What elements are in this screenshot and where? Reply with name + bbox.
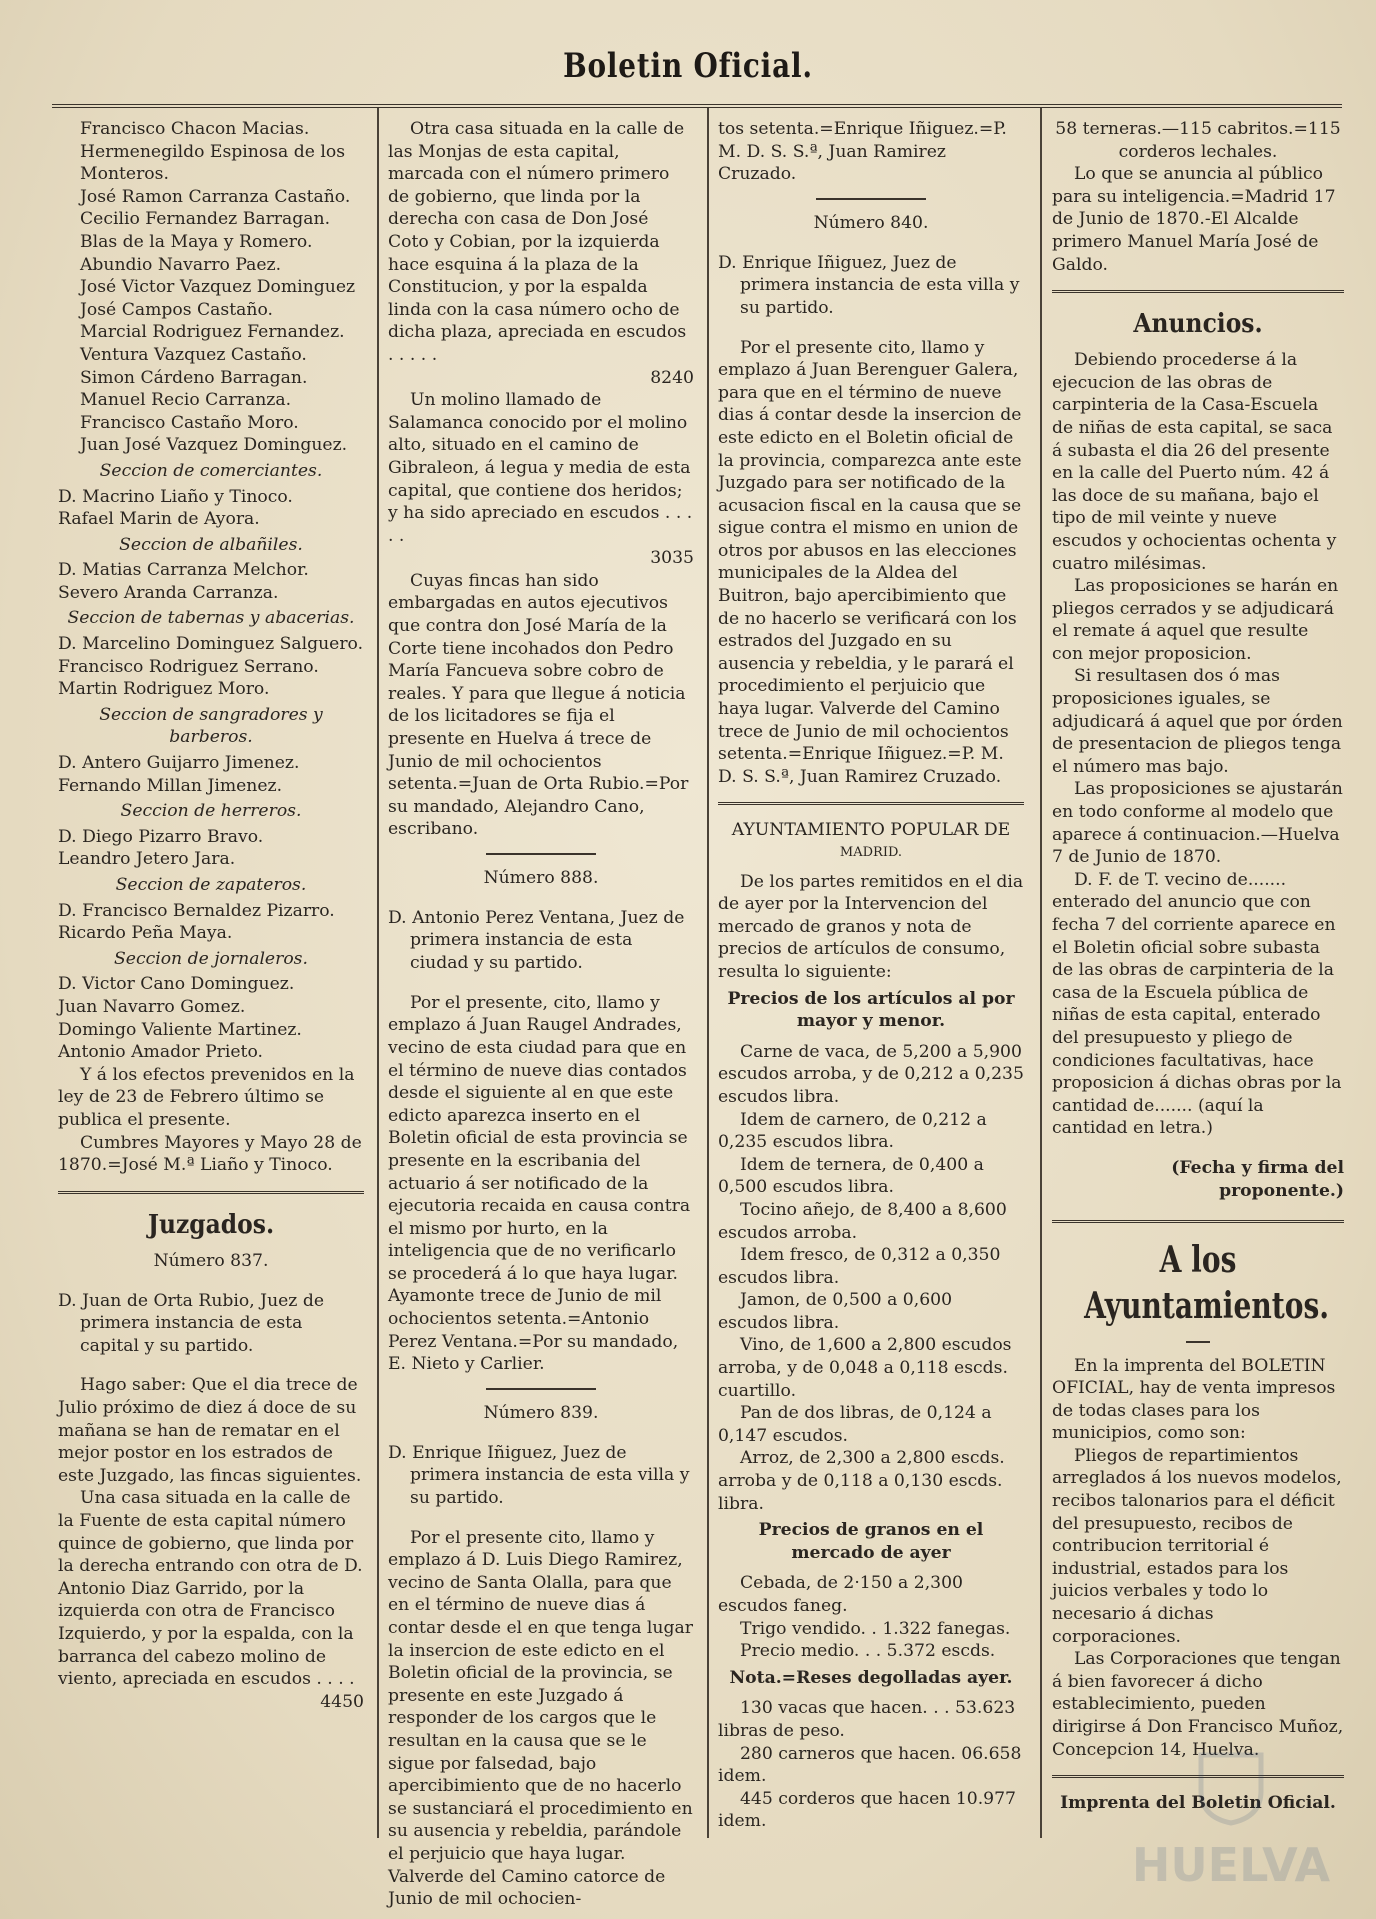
notice-number: Número 839. bbox=[483, 1402, 599, 1423]
list-item: Trigo vendido. . 1.322 fanegas. bbox=[740, 1618, 1011, 1639]
shield-icon bbox=[1191, 1747, 1271, 1827]
section-heading: Seccion de jornaleros. bbox=[114, 948, 308, 969]
column-2 bbox=[388, 118, 694, 1911]
list-item: Monteros. bbox=[80, 164, 169, 185]
note-heading: Nota.=Reses degolladas ayer. bbox=[729, 1667, 1013, 1688]
paragraph: tos setenta.=Enrique Iñiguez.=P. M. D. S. S.ª, Juan Ramirez Cruzado. bbox=[718, 119, 1007, 185]
section-rule bbox=[58, 1191, 364, 1194]
list-item: Rafael Marin de Ayora. bbox=[58, 509, 260, 530]
divider bbox=[486, 853, 596, 855]
list-item: D. Matias Carranza Melchor. bbox=[58, 560, 309, 581]
notice-number: Número 837. bbox=[153, 1250, 269, 1271]
list-item: Leandro Jetero Jara. bbox=[58, 849, 236, 870]
paragraph: Lo que se anuncia al público para su inteligencia.=Madrid 17 de Junio de 1870.-El Alcalde primero Manuel María José de Galdo. bbox=[1052, 164, 1336, 275]
list-item: D. Diego Pizarro Bravo. bbox=[58, 826, 264, 847]
list-item: Manuel Recio Carranza. bbox=[80, 390, 292, 411]
list-item: Carne de vaca, de 5,200 a 5,900 escudos arroba, y de 0,212 a 0,235 escudos libra. bbox=[718, 1041, 1024, 1107]
list-item: Abundio Navarro Paez. bbox=[80, 254, 282, 275]
name-list bbox=[58, 900, 364, 945]
seal-text: HUELVA bbox=[1131, 1838, 1331, 1892]
column-3 bbox=[718, 118, 1024, 1833]
list-item: Severo Aranda Carranza. bbox=[58, 582, 279, 603]
divider bbox=[486, 1388, 596, 1390]
list-item: Francisco Rodriguez Serrano. bbox=[58, 656, 319, 677]
divider bbox=[816, 198, 926, 200]
list-item: 445 corderos que hacen 10.977 idem. bbox=[718, 1788, 1016, 1832]
paragraph: Un molino llamado de Salamanca conocido por el molino alto, situado en el camino de Gibraleon, á legua y media de esta capital, que contiene dos heridos; y ha sido apreciado en escudos . . . . . bbox=[388, 390, 693, 546]
name-list bbox=[58, 486, 364, 531]
signature-line: (Fecha y firma del proponente.) bbox=[1171, 1158, 1344, 1201]
paragraph: Una casa situada en la calle de la Fuente de esta capital número quince de gobierno, que linda por la derecha entrando con otra de D. Antonio Diaz Garrido, por la izquierda con otra de Francisco Izquierdo, y por la espalda, con la barranca del cabezo molino de viento, apreciada en escudos . . . . bbox=[58, 1488, 363, 1690]
section-heading: Seccion de zapateros. bbox=[115, 875, 307, 895]
notice-number: Número 840. bbox=[813, 212, 929, 233]
list-item: Jamon, de 0,500 a 0,600 escudos libra. bbox=[718, 1290, 952, 1333]
column-rule bbox=[377, 108, 379, 1838]
section-title-juzgados: Juzgados. bbox=[147, 1209, 275, 1240]
list-item: Marcial Rodriguez Fernandez. bbox=[80, 322, 345, 343]
section-heading: Seccion de sangradores y barberos. bbox=[99, 704, 323, 748]
livestock-list bbox=[718, 1697, 1024, 1833]
paragraph: En la imprenta del BOLETIN OFICIAL, hay de venta impresos de todas clases para los municipios, como son: bbox=[1052, 1355, 1336, 1444]
list-item: José Ramon Carranza Castaño. bbox=[80, 186, 351, 207]
paragraph: Por el presente cito, llamo y emplazo á D. Luis Diego Ramirez, vecino de Santa Olalla, para que en el término de nueve dias á contar desde el en que tenga lugar la insercion de este edicto en el Boletin oficial de la provincia, se presente en este Juzgado á responder de los cargos que le resultan en la causa que se le sigue por falsedad, bajo apercibimiento que de no hacerlo se sustanciará el procedimiento en su ausencia y rebeldia, parándole el perjuicio que haya lugar. Valverde del Camino catorce de Junio de mil ochocien- bbox=[388, 1527, 693, 1910]
list-item: Ventura Vazquez Castaño. bbox=[80, 344, 307, 365]
commission-list bbox=[58, 118, 364, 457]
list-item: Ricardo Peña Maya. bbox=[58, 923, 233, 944]
judge-heading: D. Enrique Iñiguez, Juez de primera instancia de esta villa y su partido. bbox=[718, 252, 1020, 318]
list-item: D. Marcelino Dominguez Salguero. bbox=[58, 634, 364, 655]
paragraph: Cuyas fincas han sido embargadas en autos ejecutivos que contra don José María de la Corte tiene incohados don Pedro María Fancueva sobre cobro de reales. Y para que llegue á noticia de los licitadores se fija el presente en Huelva á trece de Junio de mil ochocientos setenta.=Juan de Orta Rubio.=Por su mandado, Alejandro Cano, escribano. bbox=[388, 570, 689, 840]
name-list bbox=[58, 752, 364, 797]
list-item: Juan Navarro Gomez. bbox=[58, 996, 246, 1017]
list-item: Vino, de 1,600 a 2,800 escudos arroba, y de 0,048 a 0,118 escds. cuartillo. bbox=[718, 1335, 1012, 1401]
name-list bbox=[58, 559, 364, 604]
list-item: 280 carneros que hacen. 06.658 idem. bbox=[718, 1743, 1022, 1787]
grain-heading: Precios de granos en el mercado de ayer bbox=[758, 1520, 984, 1563]
list-item: Precio medio. . . 5.372 escds. bbox=[740, 1641, 996, 1662]
amount: 4450 bbox=[320, 1691, 364, 1712]
list-item: Idem de carnero, de 0,212 a 0,235 escudos libra. bbox=[718, 1109, 987, 1153]
section-title-anuncios: Anuncios. bbox=[1133, 309, 1263, 340]
list-item: D. Macrino Liaño y Tinoco. bbox=[58, 486, 293, 507]
judge-heading: D. Antonio Perez Ventana, Juez de primera instancia de esta ciudad y su partido. bbox=[388, 907, 685, 973]
section-heading: Seccion de herreros. bbox=[120, 801, 302, 822]
column-1 bbox=[58, 118, 364, 1713]
grain-list bbox=[718, 1572, 1024, 1662]
list-item: Juan José Vazquez Dominguez. bbox=[80, 435, 348, 456]
amount-row bbox=[58, 1691, 364, 1714]
paragraph: Las proposiciones se harán en pliegos cerrados y se adjudicará el remate á aquel que resulte con mejor proposicion. bbox=[1052, 576, 1339, 664]
paragraph: Debiendo procederse á la ejecucion de las obras de carpinteria de la Casa-Escuela de niñas de esta capital, se saca á subasta el dia 26 del presente en la calle del Puerto núm. 42 á las doce de su mañana, bajo el tipo de mil veinte y nueve escudos y ochocientas ochenta y cuatro milésimas. bbox=[1052, 350, 1337, 574]
paragraph: Si resultasen dos ó mas proposiciones iguales, se adjudicará á aquel que por órden de presentacion de pliegos tenga el número mas bajo. bbox=[1052, 666, 1343, 777]
section-heading: Seccion de comerciantes. bbox=[99, 460, 323, 481]
paragraph: 58 terneras.—115 cabritos.=115 corderos lechales. bbox=[1055, 119, 1341, 162]
list-item: Blas de la Maya y Romero. bbox=[80, 231, 313, 252]
paragraph: Hago saber: Que el dia trece de Julio próximo de diez á doce de su mañana se han de rematar en el mejor postor en los estrados de este Juzgado, las fincas siguientes. bbox=[58, 1375, 362, 1486]
amount: 3035 bbox=[650, 548, 694, 569]
section-rule bbox=[1052, 1220, 1344, 1223]
list-item: Arroz, de 2,300 a 2,800 escds. arroba y de 0,118 a 0,130 escds. libra. bbox=[718, 1448, 1005, 1514]
name-list bbox=[58, 973, 364, 1063]
list-item: Simon Cárdeno Barragan. bbox=[80, 367, 308, 388]
list-item: D. Victor Cano Dominguez. bbox=[58, 974, 295, 995]
list-item: José Campos Castaño. bbox=[80, 299, 273, 320]
model-proposal: D. F. de T. vecino de....... enterado del anuncio que con fecha 7 del corriente aparece en el Boletin oficial sobre subasta de las obras de carpinteria de la casa de la Escuela pública de niñas de esta capital, enterado del presupuesto y pliego de condiciones facultativas, hace proposicion á dichas obras por la cantidad de....... (aquí la cantidad en letra.) bbox=[1052, 869, 1342, 1139]
amount-row bbox=[388, 547, 694, 570]
paragraph: De los partes remitidos en el dia de ayer por la Intervencion del mercado de granos y nota de precios de artículos de consumo, resulta lo siguiente: bbox=[718, 871, 1024, 982]
paragraph: Y á los efectos prevenidos en la ley de 23 de Febrero último se publica el presente. bbox=[58, 1064, 355, 1130]
list-item: Antonio Amador Prieto. bbox=[58, 1042, 263, 1063]
ayuntamiento-heading: AYUNTAMIENTO POPULAR DE bbox=[731, 820, 1011, 841]
judge-heading: D. Enrique Iñiguez, Juez de primera instancia de esta villa y su partido. bbox=[388, 1442, 690, 1508]
header-rule bbox=[52, 104, 1342, 108]
huelva-seal-watermark bbox=[1116, 1747, 1346, 1897]
section-rule bbox=[718, 802, 1024, 805]
paragraph: Cumbres Mayores y Mayo 28 de 1870.=José M.ª Liaño y Tinoco. bbox=[58, 1132, 362, 1176]
list-item: Pan de dos libras, de 0,124 a 0,147 escudos. bbox=[718, 1403, 992, 1446]
ayuntamiento-city: MADRID. bbox=[839, 845, 903, 860]
list-item: Francisco Chacon Macias. bbox=[80, 119, 310, 139]
list-item: Cebada, de 2·150 a 2,300 escudos faneg. bbox=[718, 1573, 963, 1616]
list-item: Francisco Castaño Moro. bbox=[80, 412, 299, 433]
list-item: Martin Rodriguez Moro. bbox=[58, 679, 270, 700]
column-rule bbox=[1040, 108, 1042, 1838]
section-title-ayuntamientos: A los Ayuntamientos. bbox=[1084, 1238, 1330, 1327]
amount: 8240 bbox=[650, 367, 694, 388]
list-item: Fernando Millan Jimenez. bbox=[58, 775, 283, 796]
judge-heading: D. Juan de Orta Rubio, Juez de primera instancia de esta capital y su partido. bbox=[58, 1290, 325, 1356]
name-list bbox=[58, 826, 364, 871]
amount-row bbox=[388, 367, 694, 390]
section-rule bbox=[1052, 290, 1344, 293]
list-item: D. Francisco Bernaldez Pizarro. bbox=[58, 900, 335, 921]
section-heading: Seccion de albañiles. bbox=[119, 534, 303, 555]
masthead-title: Boletin Oficial. bbox=[563, 46, 813, 86]
list-item: José Victor Vazquez Dominguez bbox=[80, 277, 356, 298]
list-item: 130 vacas que hacen. . . 53.623 libras de peso. bbox=[718, 1698, 1016, 1741]
paragraph: Otra casa situada en la calle de las Monjas de esta capital, marcada con el número primero de gobierno, que linda por la derecha con casa de Don José Coto y Cobian, por la izquierda hace esquina á la plaza de la Constitucion, y por la espalda linda con la casa número ocho de dicha plaza, apreciada en escudos . . . . . bbox=[388, 119, 687, 365]
list-item: Tocino añejo, de 8,400 a 8,600 escudos arroba. bbox=[718, 1199, 1007, 1243]
paragraph: Por el presente cito, llamo y emplazo á Juan Berenguer Galera, para que en el término de nueve dias á contar desde la insercion de este edicto en el Boletin oficial de la provincia, comparezca ante este Juzgado para ser notificado de la acusacion fiscal en la causa que se sigue contra el mismo en union de otros por abusos en las elecciones municipales de la Aldea del Buitron, bajo apercibimiento que de no hacerlo se verificará con los estrados del Juzgado en su ausencia y rebeldia, y le parará el procedimiento el perjuicio que haya lugar. Valverde del Camino trece de Junio de mil ochocientos setenta.=Enrique Iñiguez.=P. M. D. S. S.ª, Juan Ramirez Cruzado. bbox=[718, 337, 1022, 787]
list-item: Cecilio Fernandez Barragan. bbox=[80, 209, 331, 230]
list-item: Domingo Valiente Martinez. bbox=[58, 1019, 302, 1040]
list-item: Hermenegildo Espinosa de los bbox=[80, 141, 346, 162]
name-list bbox=[58, 633, 364, 701]
paragraph: Las proposiciones se ajustarán en todo conforme al modelo que aparece á continuacion.—Huelva 7 de Junio de 1870. bbox=[1052, 779, 1343, 868]
list-item: D. Antero Guijarro Jimenez. bbox=[58, 753, 300, 774]
list-item: Idem de ternera, de 0,400 a 0,500 escudos libra. bbox=[718, 1154, 984, 1198]
column-rule bbox=[707, 108, 709, 1838]
printer-footer: Imprenta del Boletin Oficial. bbox=[1060, 1793, 1336, 1814]
prices-heading: Precios de los artículos al por mayor y menor. bbox=[727, 988, 1015, 1032]
paragraph: Las Corporaciones que tengan á bien favorecer á dicho establecimiento, pueden dirigirse á Don Francisco Muñoz, Concepcion 14, Huelva. bbox=[1052, 1649, 1344, 1760]
paragraph: Pliegos de repartimientos arreglados á los nuevos modelos, recibos talonarios para el déficit del presupuesto, recibos de contribucion territorial é industrial, estados para los juicios verbales y todo lo necesario á dichas corporaciones. bbox=[1052, 1445, 1342, 1647]
section-heading: Seccion de tabernas y abacerias. bbox=[67, 608, 355, 629]
list-item: Idem fresco, de 0,312 a 0,350 escudos libra. bbox=[718, 1245, 1001, 1288]
column-4 bbox=[1052, 118, 1344, 1823]
price-list bbox=[718, 1041, 1024, 1515]
paragraph: Por el presente, cito, llamo y emplazo á Juan Raugel Andrades, vecino de esta ciudad para que en el término de nueve dias contados desde el siguiente al en que este edicto aparezca inserto en el Boletin oficial de esta provincia se presente en la escribania del actuario á ser notificado de la ejecutoria recaida en causa contra el mismo por hurto, en la inteligencia que de no verificarlo se procederá á lo que haya lugar. Ayamonte trece de Junio de mil ochocientos setenta.=Antonio Perez Ventana.=Por su mandado, E. Nieto y Carlier. bbox=[388, 992, 691, 1375]
notice-number: Número 888. bbox=[483, 868, 599, 888]
divider bbox=[1186, 1341, 1210, 1343]
